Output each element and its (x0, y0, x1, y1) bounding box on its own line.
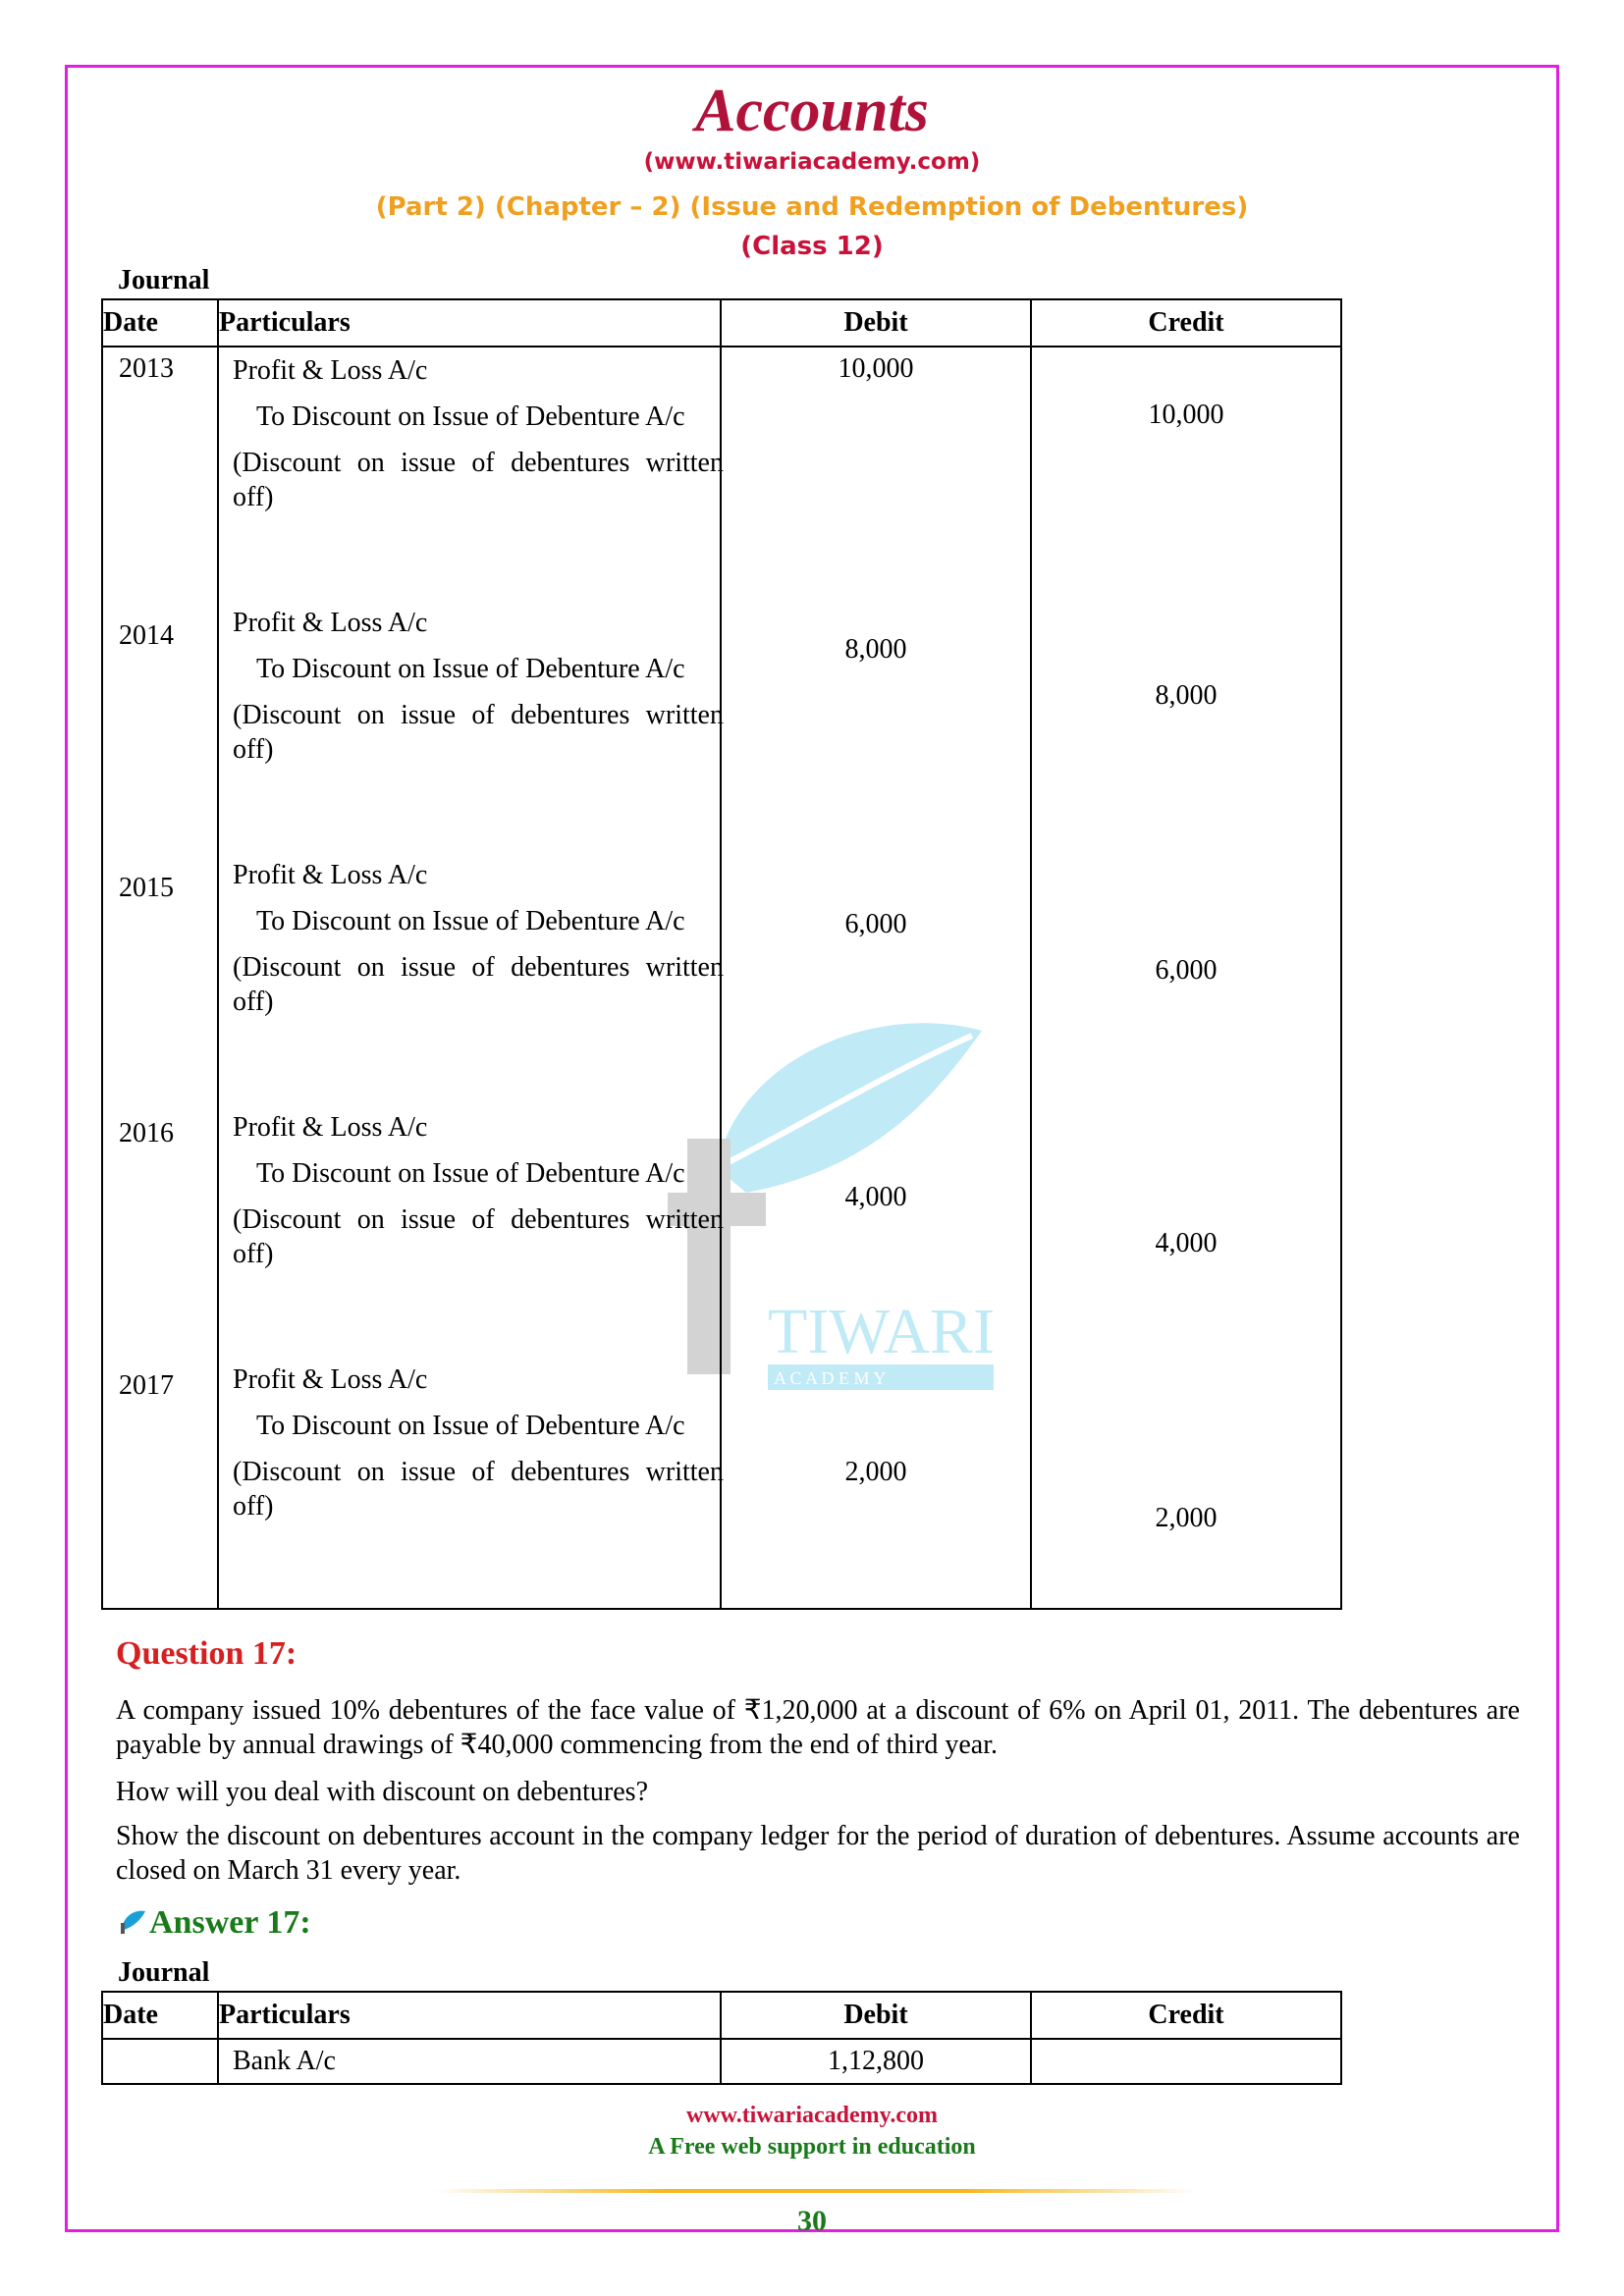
col-header-particulars: Particulars (218, 299, 721, 347)
credit-amount (1031, 2039, 1341, 2084)
credit-account: To Discount on Issue of Debenture A/c (256, 1158, 685, 1189)
question-paragraph: A company issued 10% debentures of the face value of ₹1,20,000 at a discount of 6% on April 01, 2011. The debentures are payable by annual drawings of ₹40,000 commencing from the end of third year. (116, 1695, 1520, 1760)
page-title: Accounts (695, 78, 929, 144)
debit-amount: 8,000 (844, 634, 907, 665)
debit-cell (721, 347, 1031, 1609)
entry-date: 2013 (119, 353, 174, 384)
credit-amount: 6,000 (1155, 955, 1218, 986)
narration: (Discount on issue of debentures written off) (233, 448, 724, 512)
table-row (102, 2039, 1341, 2084)
narration: (Discount on issue of debentures written off) (233, 952, 724, 1017)
col-header-date: Date (102, 1992, 218, 2039)
svg-text:TIWARI: TIWARI (768, 1296, 995, 1367)
col-header-debit: Debit (721, 299, 1031, 347)
credit-account: To Discount on Issue of Debenture A/c (256, 1411, 685, 1441)
class-label: (Class 12) (740, 232, 884, 261)
entry-date: 2014 (119, 620, 174, 651)
footer-divider (432, 2189, 1198, 2193)
debit-amount: 4,000 (844, 1182, 907, 1212)
credit-amount: 4,000 (1155, 1228, 1218, 1258)
credit-amount: 8,000 (1155, 680, 1218, 711)
answer-heading-text: Answer 17: (149, 1904, 311, 1941)
svg-text:A C A D E M Y: A C A D E M Y (774, 1368, 887, 1388)
particulars-cell (218, 347, 724, 1609)
credit-amount: 2,000 (1155, 1503, 1218, 1533)
journal-entry (233, 353, 724, 514)
site-url: (www.tiwariacademy.com) (643, 149, 981, 175)
debit-account: Profit & Loss A/c (233, 355, 428, 386)
journal-label: Journal (118, 265, 210, 295)
journal-entry (233, 1110, 724, 1271)
chapter-subtitle: (Part 2) (Chapter – 2) (Issue and Redemption of Debentures) (375, 192, 1249, 222)
question-paragraph: Show the discount on debentures account in the company ledger for the period of duration of debentures. Assume accounts are closed on March 31 every year. (116, 1821, 1520, 1886)
entry-date: 2017 (119, 1370, 174, 1401)
answer-heading (118, 1904, 311, 1942)
journal-entry (233, 858, 724, 1019)
credit-account: To Discount on Issue of Debenture A/c (256, 906, 685, 936)
entry-date: 2015 (119, 873, 174, 903)
journal-entry (233, 1362, 724, 1523)
journal-entry (233, 606, 724, 767)
debit-account: Profit & Loss A/c (233, 608, 428, 638)
particulars-cell: Bank A/c (218, 2039, 721, 2084)
credit-amount: 10,000 (1148, 400, 1224, 430)
narration: (Discount on issue of debentures written off) (233, 1204, 724, 1269)
debit-amount: 1,12,800 (721, 2039, 1031, 2084)
date-cell (102, 347, 218, 1609)
journal-label: Journal (118, 1957, 210, 1988)
debit-amount: 2,000 (844, 1457, 907, 1487)
col-header-credit: Credit (1031, 1992, 1341, 2039)
footer-url[interactable]: www.tiwariacademy.com (686, 2103, 938, 2128)
debit-account: Profit & Loss A/c (233, 1112, 428, 1143)
narration: (Discount on issue of debentures written off) (233, 1457, 724, 1522)
col-header-credit: Credit (1031, 299, 1341, 347)
credit-cell (1031, 347, 1341, 1609)
credit-account: To Discount on Issue of Debenture A/c (256, 401, 685, 432)
question-heading: Question 17: (116, 1635, 298, 1672)
col-header-particulars: Particulars (218, 1992, 721, 2039)
debit-account: Profit & Loss A/c (233, 860, 428, 890)
debit-amount: 6,000 (844, 909, 907, 939)
leaf-icon (118, 1905, 147, 1935)
debit-account: Profit & Loss A/c (233, 1364, 428, 1395)
debit-amount: 10,000 (838, 353, 914, 384)
date-cell (102, 2039, 218, 2084)
entry-date: 2016 (119, 1118, 174, 1148)
journal-table-2 (101, 1991, 1342, 2085)
narration: (Discount on issue of debentures written off) (233, 700, 724, 765)
page-number: 30 (797, 2205, 827, 2237)
col-header-debit: Debit (721, 1992, 1031, 2039)
col-header-date: Date (102, 299, 218, 347)
question-paragraph: How will you deal with discount on debentures? (116, 1777, 649, 1807)
journal-table (101, 298, 1342, 1610)
footer-tagline: A Free web support in education (648, 2134, 976, 2160)
credit-account: To Discount on Issue of Debenture A/c (256, 654, 685, 684)
